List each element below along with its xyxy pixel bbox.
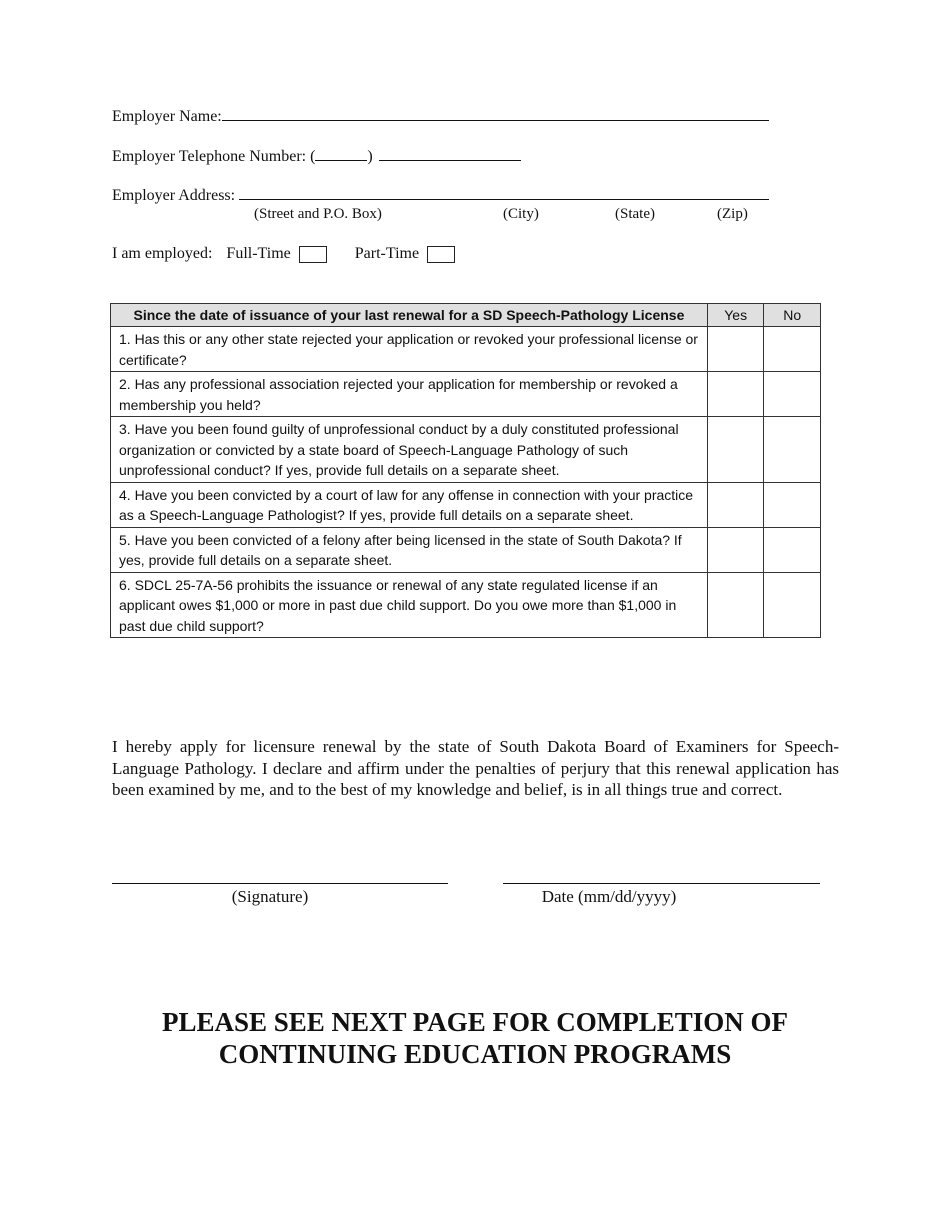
employer-address-field[interactable] [239,185,769,200]
signature-line[interactable] [112,883,448,884]
yes-answer-cell[interactable] [707,527,764,572]
table-row [111,527,821,572]
question-text: 3. Have you been found guilty of unprofessional conduct by a duly constituted professional organization or convicted by a state board of Speech-Language Pathology of such unprofessional conduct? If yes, provide full details on a separate sheet. [111,417,708,483]
no-answer-cell[interactable] [764,417,821,483]
full-time-checkbox[interactable] [299,246,327,263]
signature-label: (Signature) [231,887,309,906]
no-answer-cell[interactable] [764,572,821,638]
no-answer-cell[interactable] [764,327,821,372]
question-text: 1. Has this or any other state rejected your application or revoked your professional license or certificate? [111,327,708,372]
date-label: Date (mm/dd/yyyy) [541,887,677,906]
yes-answer-cell[interactable] [707,482,764,527]
employer-address-label: Employer Address: [112,187,236,204]
no-answer-cell[interactable] [764,527,821,572]
full-time-label: Full-Time [226,245,291,262]
declaration-paragraph: I hereby apply for licensure renewal by the state of South Dakota Board of Examiners for Speech-Language Pathology. I declare and affirm under the penalties of perjury that this renewal application has been examined by me, and to the best of my knowledge and belief, is in all things true and correct. [112,737,839,799]
table-header-yes: Yes [707,304,764,327]
employer-phone-label: Employer Telephone Number: [112,148,307,165]
address-zip-label: (Zip) [717,206,748,222]
employer-name-field[interactable] [222,106,769,121]
employment-row [112,245,455,263]
yes-answer-cell[interactable] [707,417,764,483]
employer-name-label: Employer Name: [112,108,222,125]
employment-label: I am employed: [112,245,213,262]
employer-phone-row [112,146,521,166]
area-code-close-paren: ) [367,148,373,165]
table-row [111,372,821,417]
no-answer-cell[interactable] [764,482,821,527]
table-row [111,417,821,483]
table-header-row [111,304,821,327]
no-answer-cell[interactable] [764,372,821,417]
area-code-field[interactable] [315,146,367,161]
question-text: 6. SDCL 25-7A-56 prohibits the issuance or renewal of any state regulated license if an applicant owes $1,000 or more in past due child support. Do you owe more than $1,000 in past due child support? [111,572,708,638]
part-time-label: Part-Time [354,245,420,262]
table-row [111,327,821,372]
address-street-label: (Street and P.O. Box) [254,206,382,222]
question-text: 5. Have you been convicted of a felony after being licensed in the state of South Dakota? If yes, provide full details on a separate sheet. [111,527,708,572]
address-state-label: (State) [615,206,655,222]
area-code-open-paren: ( [310,148,316,165]
phone-number-field[interactable] [379,146,521,161]
address-city-label: (City) [503,206,539,222]
date-line[interactable] [503,883,820,884]
employer-address-row [112,185,769,205]
employer-name-row [112,106,769,126]
table-header-title: Since the date of issuance of your last renewal for a SD Speech-Pathology License [111,304,708,327]
yes-answer-cell[interactable] [707,372,764,417]
question-text: 4. Have you been convicted by a court of law for any offense in connection with your practice as a Speech-Language Pathologist? If yes, provide full details on a separate sheet. [111,482,708,527]
yes-answer-cell[interactable] [707,327,764,372]
footer-notice-line-1: PLEASE SEE NEXT PAGE FOR COMPLETION OF [161,1007,789,1037]
table-row [111,482,821,527]
footer-notice-line-2: CONTINUING EDUCATION PROGRAMS [218,1039,732,1069]
part-time-checkbox[interactable] [427,246,455,263]
yes-answer-cell[interactable] [707,572,764,638]
question-text: 2. Has any professional association rejected your application for membership or revoked a membership you held? [111,372,708,417]
table-row [111,572,821,638]
table-header-no: No [764,304,821,327]
questions-table [110,303,821,638]
